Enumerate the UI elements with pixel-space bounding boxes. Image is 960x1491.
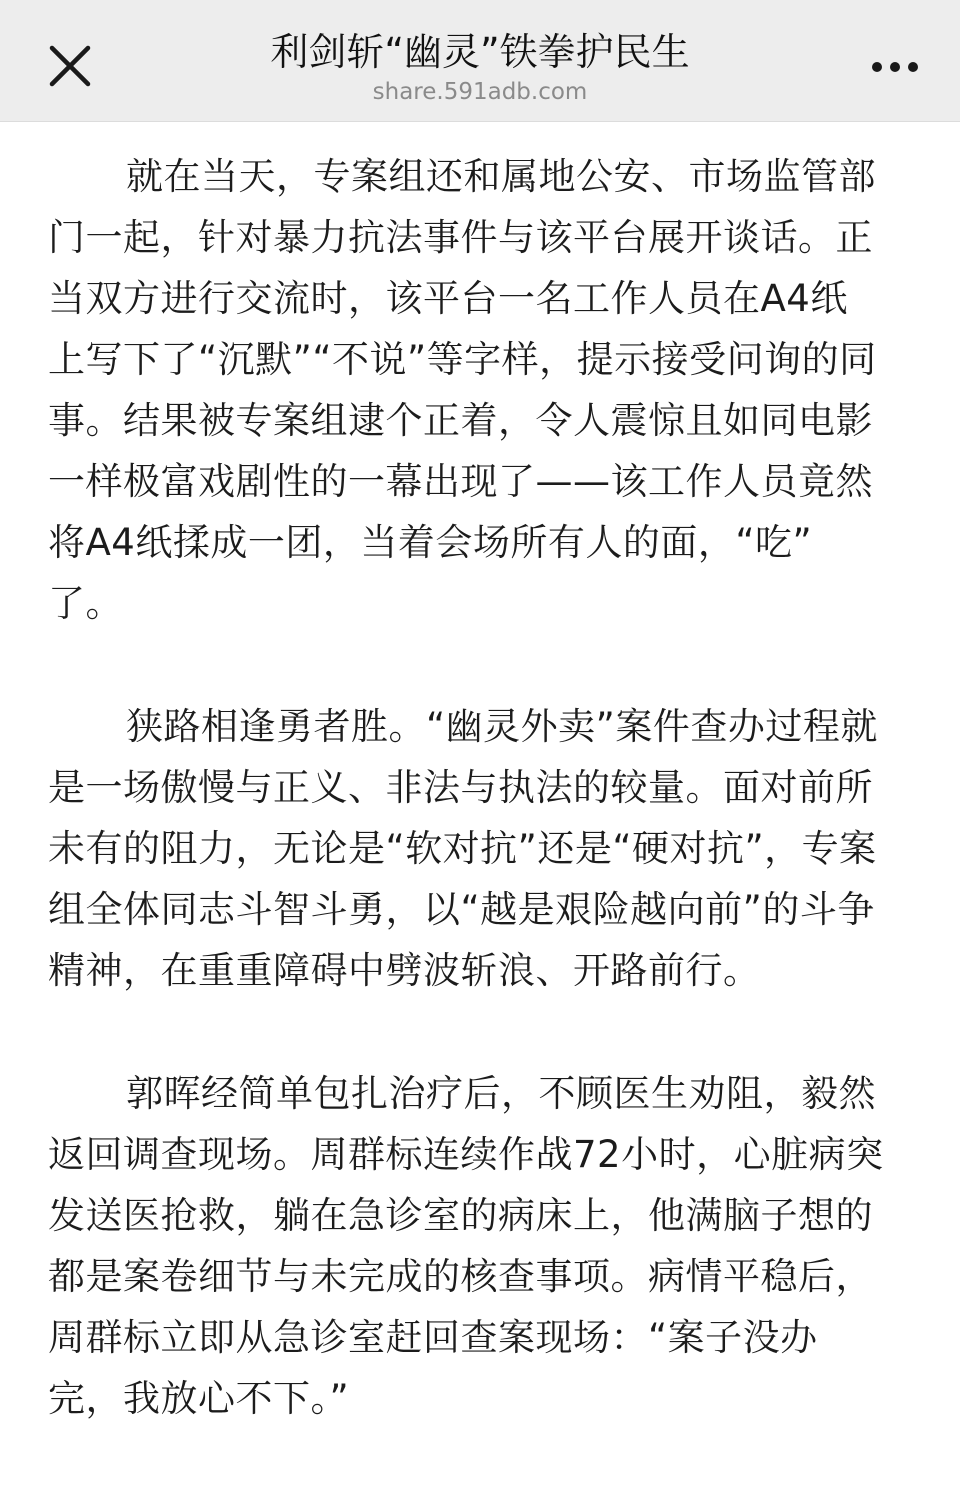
article-paragraph bbox=[48, 696, 912, 1001]
paragraph-line: 未有的阻力，无论是“软对抗”还是“硬对抗”，专案 bbox=[48, 827, 877, 870]
paragraph-line: 完，我放心不下。” bbox=[48, 1377, 350, 1420]
page-domain: share.591adb.com bbox=[372, 79, 588, 105]
paragraph-line: 了。 bbox=[48, 582, 123, 625]
close-icon bbox=[42, 38, 98, 94]
paragraph-line: 上写下了“沉默”“不说”等字样，提示接受问询的同 bbox=[48, 338, 877, 381]
paragraph-line: 当双方进行交流时，该平台一名工作人员在A4纸 bbox=[48, 277, 848, 320]
paragraph-line: 组全体同志斗智斗勇，以“越是艰险越向前”的斗争 bbox=[48, 888, 875, 931]
article-paragraph bbox=[48, 146, 912, 634]
paragraph-line: 发送医抢救，躺在急诊室的病床上，他满脑子想的 bbox=[48, 1194, 873, 1237]
paragraph-line: 一样极富戏剧性的一幕出现了——该工作人员竟然 bbox=[48, 460, 873, 503]
paragraph-line: 都是案卷细节与未完成的核查事项。病情平稳后， bbox=[48, 1255, 873, 1298]
paragraph-line: 就在当天，专案组还和属地公安、市场监管部 bbox=[126, 155, 876, 198]
paragraph-line: 将A4纸揉成一团，当着会场所有人的面，“吃” bbox=[48, 521, 813, 564]
paragraph-line: 郭晖经简单包扎治疗后，不顾医生劝阻，毅然 bbox=[126, 1072, 876, 1115]
more-options-button[interactable] bbox=[860, 42, 930, 92]
paragraph-line: 精神，在重重障碍中劈波斩浪、开路前行。 bbox=[48, 949, 761, 992]
top-navigation-bar bbox=[0, 0, 960, 122]
paragraph-line: 事。结果被专案组逮个正着，令人震惊且如同电影 bbox=[48, 399, 873, 442]
paragraph-line: 是一场傲慢与正义、非法与执法的较量。面对前所 bbox=[48, 766, 873, 809]
paragraph-line: 周群标立即从急诊室赶回查案现场：“案子没办 bbox=[48, 1316, 818, 1359]
paragraph-line: 门一起，针对暴力抗法事件与该平台展开谈话。正 bbox=[48, 216, 873, 259]
more-horizontal-icon bbox=[860, 42, 930, 92]
article-body bbox=[48, 146, 912, 1491]
paragraph-line: 狭路相逢勇者胜。“幽灵外卖”案件查办过程就 bbox=[126, 705, 878, 748]
close-button[interactable] bbox=[42, 38, 98, 94]
paragraph-line: 返回调查现场。周群标连续作战72小时，心脏病突 bbox=[48, 1133, 884, 1176]
page-title: 利剑斩“幽灵”铁拳护民生 bbox=[270, 30, 690, 74]
article-paragraph bbox=[48, 1063, 912, 1429]
